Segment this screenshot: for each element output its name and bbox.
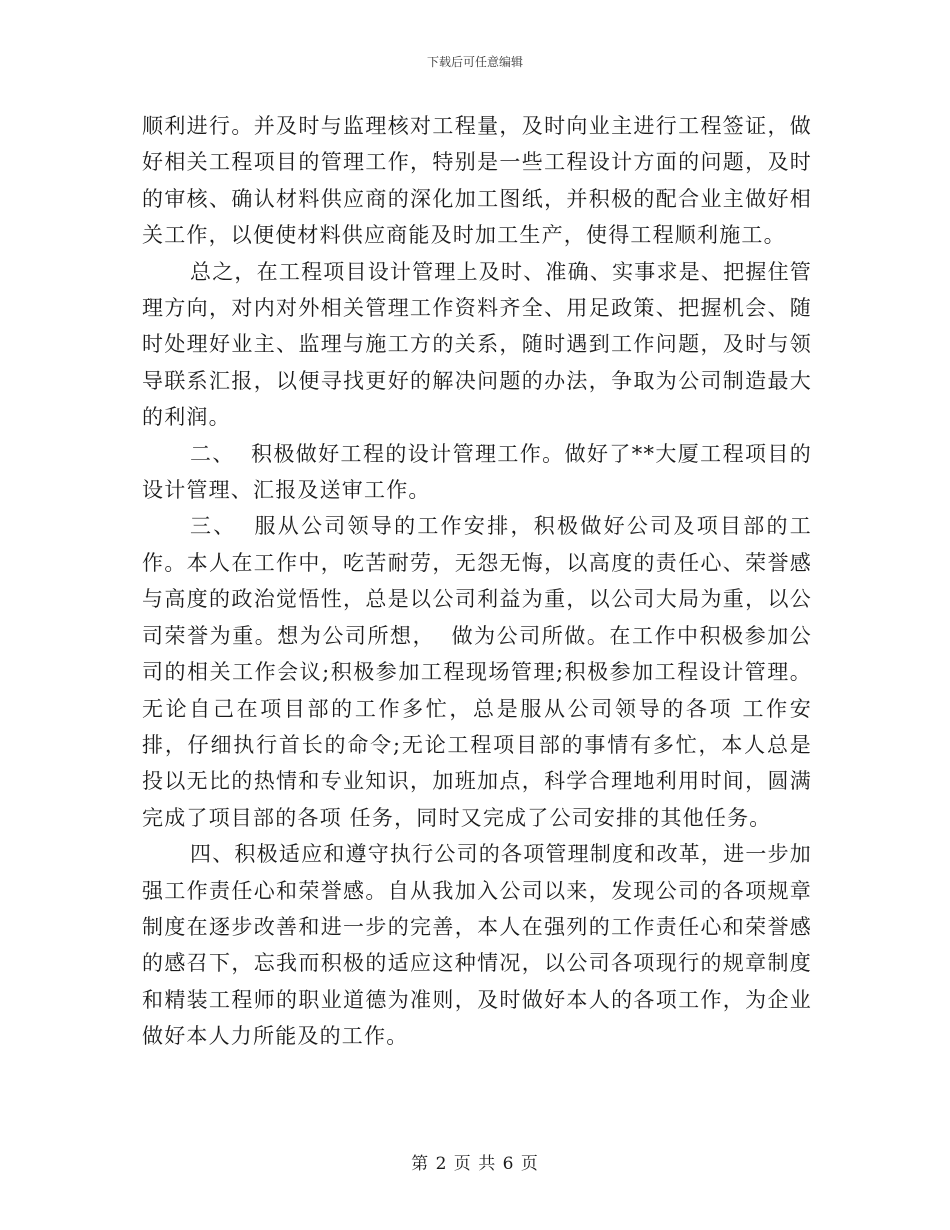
- paragraph-section-two: 二、 积极做好工程的设计管理工作。做好了**大厦工程项目的设计管理、汇报及送审工作。: [142, 441, 812, 503]
- paragraph-summary: 总之，在工程项目设计管理上及时、准确、实事求是、把握住管理方向，对内对外相关管理工作资料齐全、用足政策、把握机会、随时处理好业主、监理与施工方的关系，随时遇到工作问题，及时与领导联系汇报，以便寻找更好的解决问题的办法，争取为公司制造最大的利润。: [142, 259, 812, 430]
- page-number-footer: 第 2 页 共 6 页: [411, 1154, 539, 1174]
- paragraph-section-three: 三、 服从公司领导的工作安排，积极做好公司及项目部的工作。本人在工作中，吃苦耐劳，无怨无悔，以高度的责任心、荣誉感与高度的政治觉悟性，总是以公司利益为重，以公司大局为重，以公司荣誉为重。想为公司所想， 做为公司所做。在工作中积极参加公司的相关工作会议;积极参加工程现场管理;积极参加工程设计管理。无论自己在项目部的工作多忙，总是服从公司领导的各项 工作安排，仔细执行首长的命令;无论工程项目部的事情有多忙，本人总是投以无比的热情和专业知识，加班加点，科学合理地利用时间，圆满完成了项目部的各项 任务，同时又完成了公司安排的其他任务。: [142, 514, 812, 830]
- paragraph-continuation: 顺利进行。并及时与监理核对工程量，及时向业主进行工程签证，做好相关工程项目的管理工作，特别是一些工程设计方面的问题，及时的审核、确认材料供应商的深化加工图纸，并积极的配合业主做好相关工作，以便使材料供应商能及时加工生产，使得工程顺利施工。: [142, 114, 812, 248]
- paragraph-section-four: 四、积极适应和遵守执行公司的各项管理制度和改革，进一步加强工作责任心和荣誉感。自从我加入公司以来，发现公司的各项规章制度在逐步改善和进一步的完善，本人在强列的工作责任心和荣誉感的感召下，忘我而积极的适应这种情况，以公司各项现行的规章制度和精装工程师的职业道德为准则，及时做好本人的各项工作，为企业做好本人力所能及的工作。: [142, 842, 812, 1049]
- document-body: [142, 108, 812, 1055]
- page-header-note: 下载后可任意编辑: [426, 55, 523, 69]
